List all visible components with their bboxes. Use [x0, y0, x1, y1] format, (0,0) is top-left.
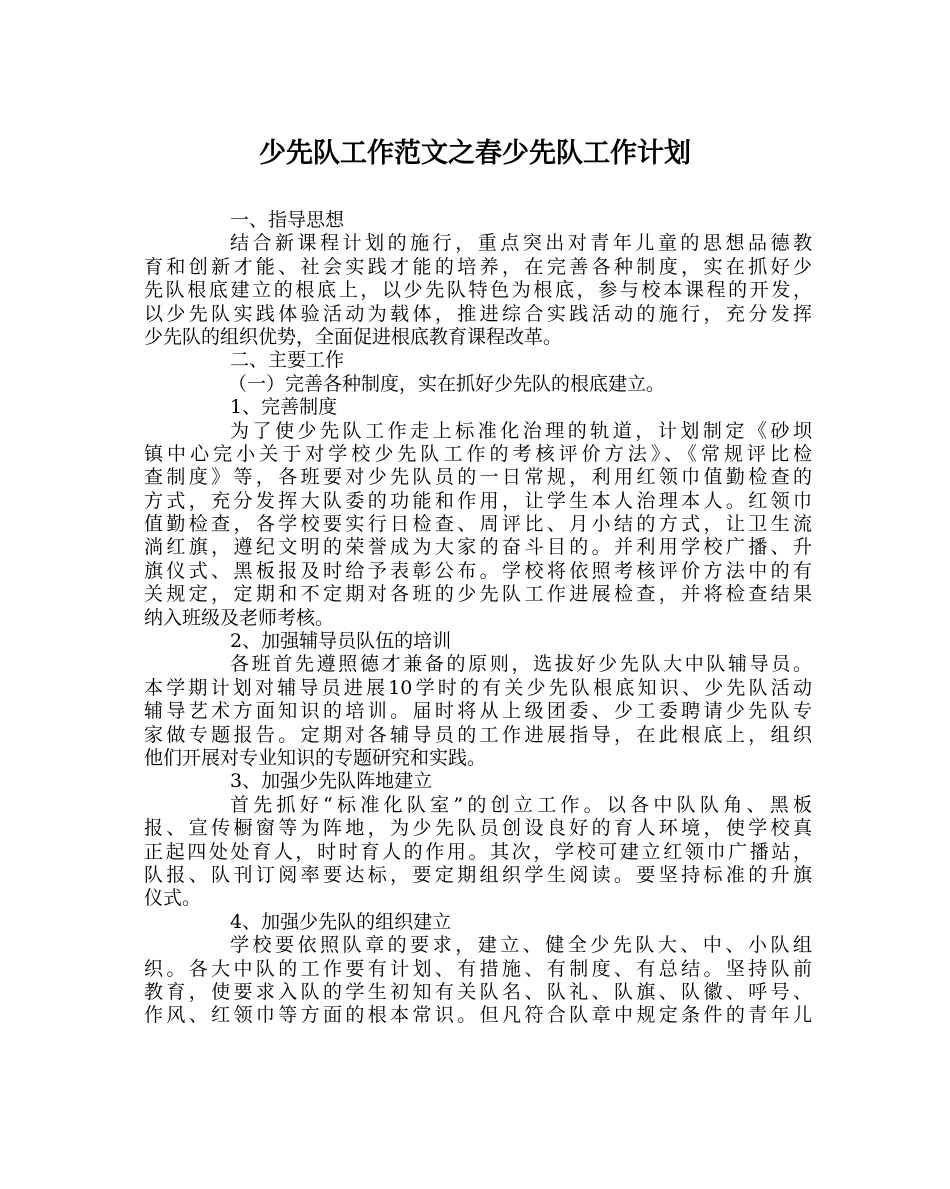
- paragraph-line: 作风、红领巾等方面的根本常识。但凡符合队章中规定条件的青年儿: [144, 1004, 812, 1027]
- paragraph-line: 队报、队刊订阅率要达标，要定期组织学生阅读。要坚持标准的升旗: [144, 863, 812, 886]
- paragraph-line: 少先队的组织优势，全面促进根底教育课程改革。: [144, 325, 563, 348]
- paragraph-line: 纳入班级及老师考核。: [144, 606, 335, 629]
- paragraph-line: 他们开展对专业知识的专题研究和实践。: [144, 746, 487, 769]
- paragraph-line: 先队根底建立的根底上，以少先队特色为根底，参与校本课程的开发，: [144, 279, 812, 302]
- paragraph-line: 各班首先遵照德才兼备的原则，选拔好少先队大中队辅导员。: [230, 653, 812, 676]
- paragraph-line: 学校要依照队章的要求，建立、健全少先队大、中、小队组: [230, 934, 812, 957]
- paragraph-line: 育和创新才能、社会实践才能的培养，在完善各种制度，实在抓好少: [144, 255, 812, 278]
- paragraph-line: 以少先队实践体验活动为载体，推进综合实践活动的施行，充分发挥: [144, 302, 812, 325]
- paragraph-line: 辅导艺术方面知识的培训。届时将从上级团委、少工委聘请少先队专: [144, 700, 812, 723]
- paragraph-line: 家做专题报告。定期对各辅导员的工作进展指导，在此根底上，组织: [144, 723, 812, 746]
- paragraph-line: 结合新课程计划的施行，重点突出对青年儿童的思想品德教: [230, 232, 812, 255]
- paragraph-line: 关规定，定期和不定期对各班的少先队工作进展检查，并将检查结果: [144, 583, 812, 606]
- paragraph-line: 教育，使要求入队的学生初知有关队名、队礼、队旗、队徽、呼号、: [144, 980, 812, 1003]
- document-body: [144, 209, 812, 1028]
- item-heading: 1、完善制度: [230, 396, 338, 419]
- paragraph-line: 为了使少先队工作走上标准化治理的轨道，计划制定《砂坝: [230, 419, 812, 442]
- section-heading: 一、指导思想: [230, 209, 345, 231]
- paragraph-line: 织。各大中队的工作要有计划、有措施、有制度、有总结。坚持队前: [144, 957, 812, 980]
- paragraph-line: 查制度》等，各班要对少先队员的一日常规，利用红领巾值勤检查的: [144, 466, 812, 489]
- paragraph-line: 正起四处处育人，时时育人的作用。其次，学校可建立红领巾广播站，: [144, 840, 812, 863]
- document-title: 少先队工作范文之春少先队工作计划: [259, 138, 691, 169]
- paragraph-line: 首先抓好“标准化队室”的创立工作。以各中队队角、黑板: [230, 793, 812, 816]
- subsection-heading: （一）完善各种制度，实在抓好少先队的根底建立。: [228, 372, 666, 395]
- item-heading: 4、加强少先队的组织建立: [230, 910, 452, 933]
- paragraph-line: 本学期计划对辅导员进展10学时的有关少先队根底知识、少先队活动: [144, 676, 812, 699]
- paragraph-line: 镇中心完小关于对学校少先队工作的考核评价方法》、《常规评比检: [144, 442, 812, 465]
- section-heading: 二、主要工作: [230, 349, 345, 372]
- item-heading: 3、加强少先队阵地建立: [230, 770, 433, 793]
- paragraph-line: 淌红旗，遵纪文明的荣誉成为大家的奋斗目的。并利用学校广播、升: [144, 536, 812, 559]
- paragraph-line: 仪式。: [144, 887, 202, 910]
- item-heading: 2、加强辅导员队伍的培训: [230, 630, 452, 653]
- paragraph-line: 旗仪式、黑板报及时给予表彰公布。学校将依照考核评价方法中的有: [144, 559, 812, 582]
- paragraph-line: 方式，充分发挥大队委的功能和作用，让学生本人治理本人。红领巾: [144, 489, 812, 512]
- paragraph-line: 报、宣传橱窗等为阵地，为少先队员创设良好的育人环境，使学校真: [144, 817, 812, 840]
- paragraph-line: 值勤检查，各学校要实行日检查、周评比、月小结的方式，让卫生流: [144, 513, 812, 536]
